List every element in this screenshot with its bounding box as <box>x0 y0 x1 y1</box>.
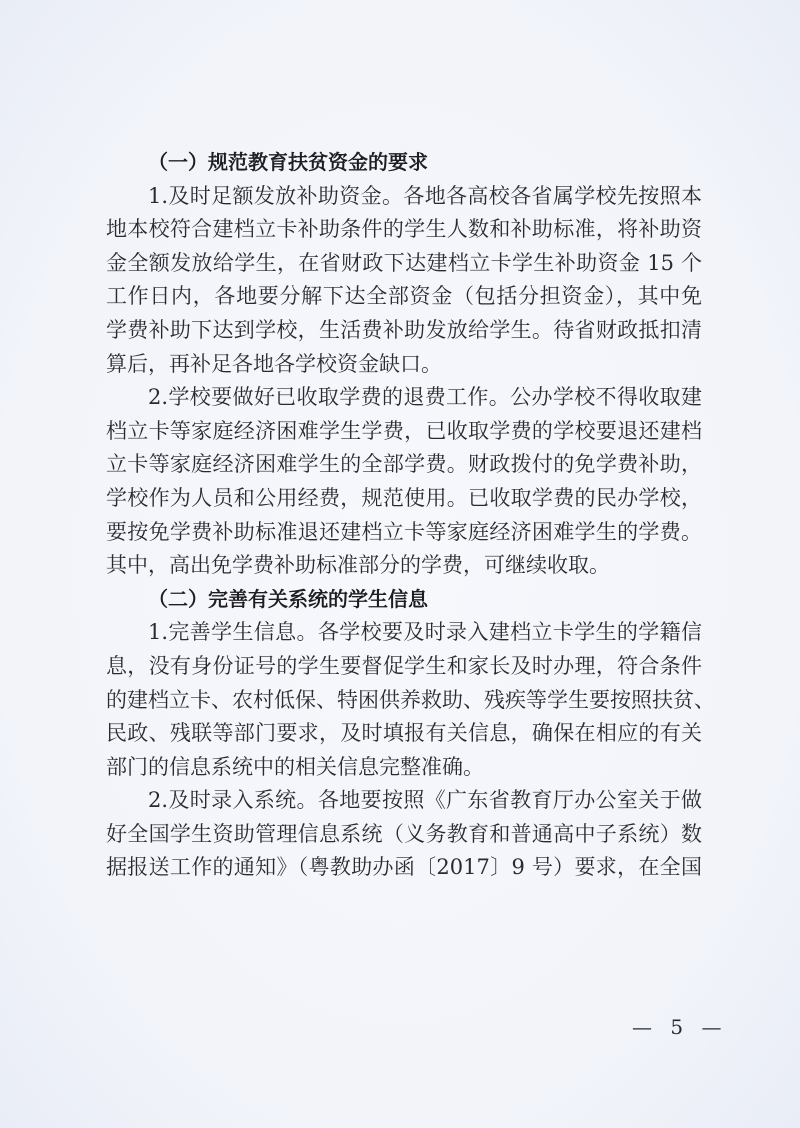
text-line: 工作日内，各地要分解下达全部资金（包括分担资金），其中免 <box>106 284 702 309</box>
paragraph <box>106 616 715 784</box>
text-line: 学费补助下达到学校，生活费补助发放给学生。待省财政抵扣清 <box>106 317 702 342</box>
text-line: 学校作为人员和公用经费，规范使用。已收取学费的民办学校， <box>106 485 702 510</box>
page-number: — 5 — <box>632 1015 728 1039</box>
text-line: 档立卡等家庭经济困难学生学费，已收取学费的学校要退还建档 <box>106 418 702 443</box>
text-line: 2.学校要做好已收取学费的退费工作。公办学校不得收取建 <box>148 385 702 410</box>
text-line: 立卡等家庭经济困难学生的全部学费。财政拨付的免学费补助， <box>106 452 702 477</box>
section-heading: （二）完善有关系统的学生信息 <box>148 586 428 611</box>
text-line: 的建档立卡、农村低保、特困供养救助、残疾等学生要按照扶贫、 <box>106 687 715 712</box>
text-line: 地本校符合建档立卡补助条件的学生人数和补助标准，将补助资 <box>106 217 702 242</box>
text-line: 据报送工作的通知》（粤教助办函〔2017〕9 号）要求，在全国 <box>106 855 702 880</box>
text-line: 金全额发放给学生，在省财政下达建档立卡学生补助资金 15 个 <box>106 250 702 275</box>
text-line: 2.及时录入系统。各地要按照《广东省教育厅办公室关于做 <box>148 788 702 813</box>
text-line: 部门的信息系统中的相关信息完整准确。 <box>106 754 484 779</box>
text-line: 1.及时足额发放补助资金。各地各高校各省属学校先按照本 <box>148 183 702 208</box>
text-line: 息，没有身份证号的学生要督促学生和家长及时办理，符合条件 <box>106 653 702 678</box>
text-line: 民政、残联等部门要求，及时填报有关信息，确保在相应的有关 <box>106 721 702 746</box>
text-line: 好全国学生资助管理信息系统（义务教育和普通高中子系统）数 <box>106 821 702 846</box>
section-heading: （一）规范教育扶贫资金的要求 <box>148 150 428 174</box>
paragraph <box>106 180 702 382</box>
text-line: 其中，高出免学费补助标准部分的学费，可继续收取。 <box>106 553 610 578</box>
document-body <box>106 146 715 885</box>
text-line: 1.完善学生信息。各学校要及时录入建档立卡学生的学籍信 <box>148 620 702 645</box>
text-line: 算后，再补足各地各学校资金缺口。 <box>106 351 442 376</box>
paragraph <box>106 381 702 583</box>
paragraph <box>106 784 702 885</box>
text-line: 要按免学费补助标准退还建档立卡等家庭经济困难学生的学费。 <box>106 519 702 544</box>
